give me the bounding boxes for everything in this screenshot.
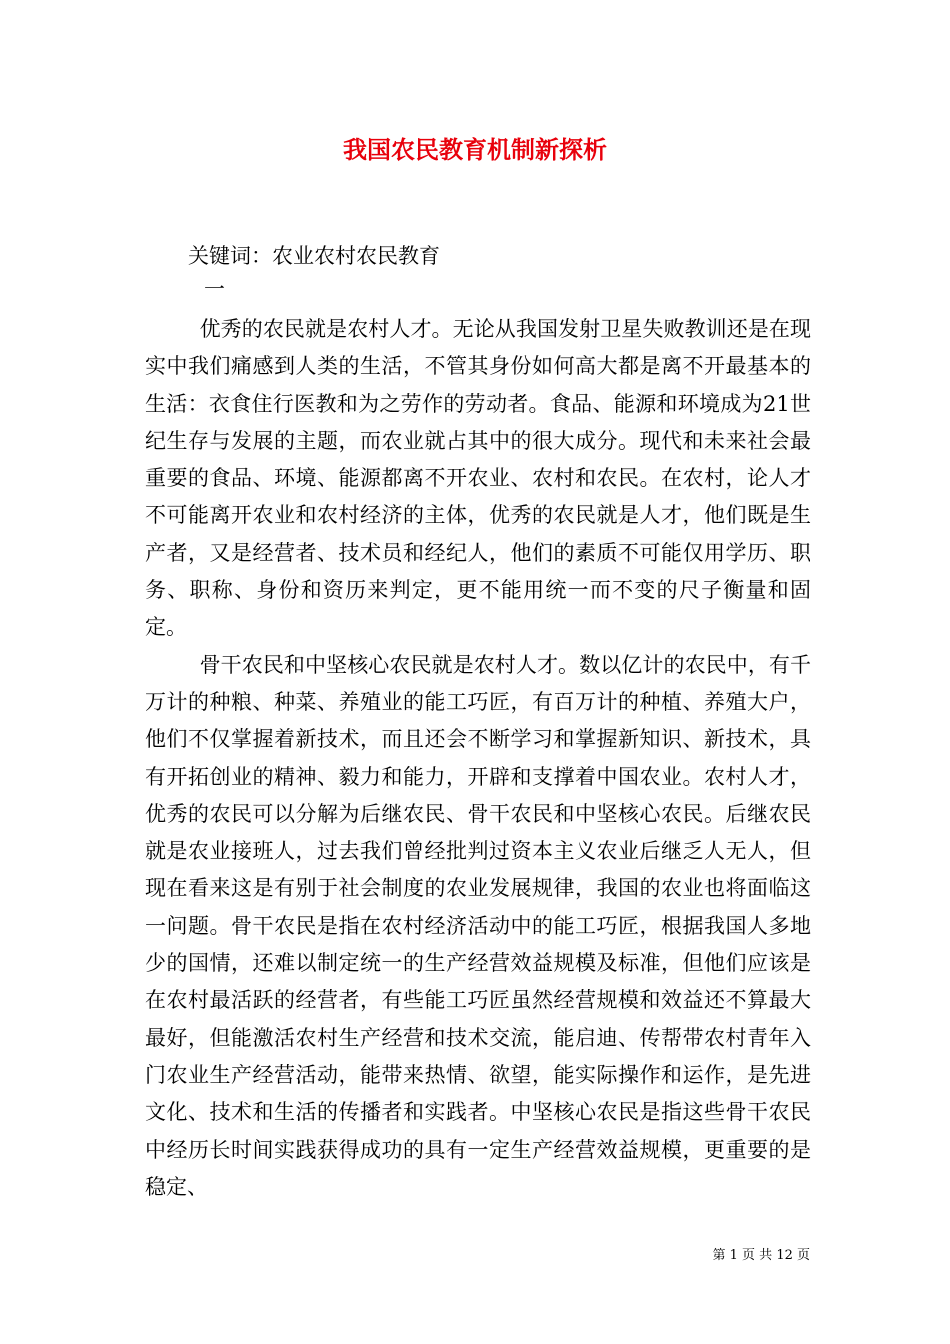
body-text xyxy=(145,311,811,1206)
paragraph-2: 骨干农民和中坚核心农民就是农村人才。数以亿计的农民中，有千万计的种粮、种菜、养殖业的能工巧匠，有百万计的种植、养殖大户，他们不仅掌握着新技术，而且还会不断学习和掌握新知识、新技术，具有开拓创业的精神、毅力和能力，开辟和支撑着中国农业。农村人才，优秀的农民可以分解为后继农民、骨干农民和中坚核心农民。后继农民就是农业接班人，过去我们曾经批判过资本主义农业后继乏人无人，但现在看来这是有别于社会制度的农业发展规律，我国的农业也将面临这一问题。骨干农民是指在农村经济活动中的能工巧匠，根据我国人多地少的国情，还难以制定统一的生产经营效益规模及标准，但他们应该是在农村最活跃的经营者，有些能工巧匠虽然经营规模和效益还不算最大最好，但能激活农村生产经营和技术交流，能启迪、传帮带农村青年入门农业生产经营活动，能带来热情、欲望，能实际操作和运作，是先进文化、技术和生活的传播者和实践者。中坚核心农民是指这些骨干农民中经历长时间实践获得成功的具有一定生产经营效益规模，更重要的是稳定、 xyxy=(145,652,811,1199)
paragraph-1: 优秀的农民就是农村人才。无论从我国发射卫星失败教训还是在现实中我们痛感到人类的生活，不管其身份如何高大都是离不开最基本的生活：衣食住行医教和为之劳作的劳动者。食品、能源和环境成为21世纪生存与发展的主题，而农业就占其中的很大成分。现代和未来社会最重要的食品、环境、能源都离不开农业、农村和农民。在农村，论人才不可能离开农业和农村经济的主体，优秀的农民就是人才，他们既是生产者，又是经营者、技术员和经纪人，他们的素质不可能仅用学历、职务、职称、身份和资历来判定，更不能用统一而不变的尺子衡量和固定。 xyxy=(145,317,811,640)
section-number: 一 xyxy=(204,277,225,301)
page-number-footer: 第 1 页 共 12 页 xyxy=(712,1248,810,1263)
keywords-line: 关键词：农业农村农民教育 xyxy=(188,244,440,268)
document-title: 我国农民教育机制新探析 xyxy=(343,135,607,164)
